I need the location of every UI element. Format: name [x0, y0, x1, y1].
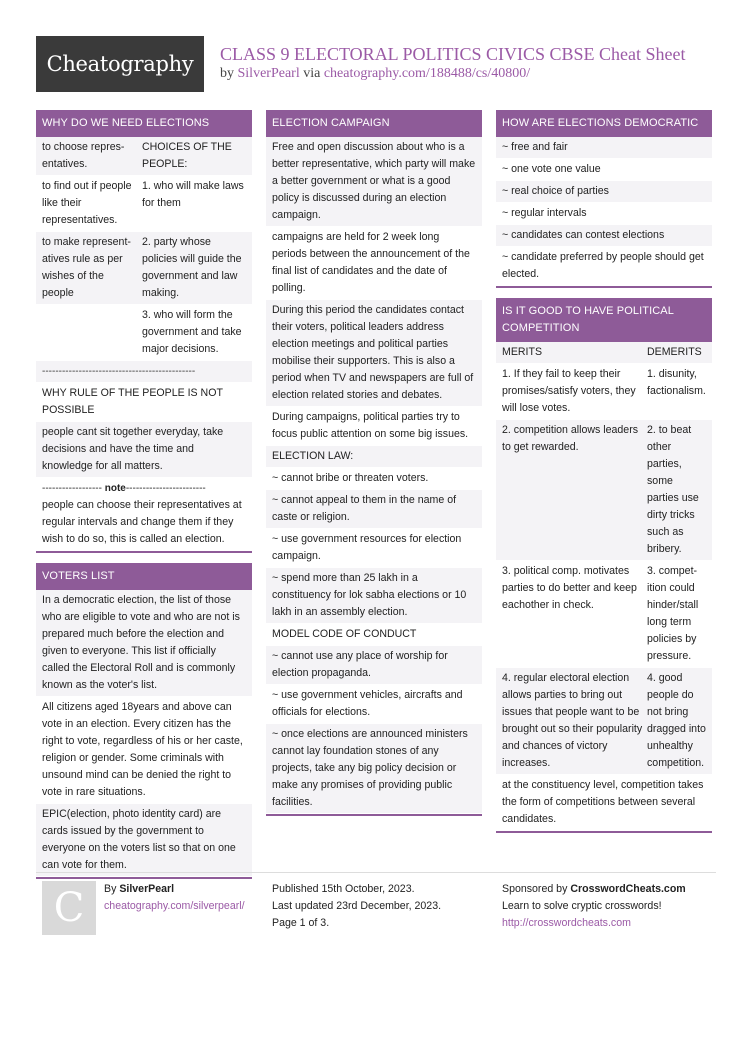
list-item: ~ use government vehicles, aircrafts and officials for elections.: [266, 685, 482, 724]
list-item: ~ spend more than 25 lakh in a constituency for lok sabha elections or 10 lakh in an assembly election.: [266, 568, 482, 624]
merits-header: MERITS: [502, 346, 543, 358]
list-item: During this period the candidates contact their voters, political leaders address election meetings and political parties mobilise their supporters. This is also a period when TV and newspapers are full of election related stories and debates.: [266, 300, 482, 407]
byline-via: via: [303, 66, 321, 81]
cheatography-logo[interactable]: Cheatography: [36, 36, 204, 92]
footer-sponsor: [502, 881, 686, 932]
cell-right: 2. party whose policies will guide the government and law making.: [142, 236, 242, 299]
cell-merit: 4. regular electoral election allows parties to bring out issues that people want to be brought out so their popularity and chances of victory increases.: [502, 672, 643, 769]
list-item: ELECTION LAW:: [266, 446, 482, 468]
section-voters-list: [36, 563, 252, 879]
footer-by-line: [104, 881, 284, 898]
cell-merit: 3. political comp. motivates parties to do better and keep eachother in check.: [502, 565, 637, 611]
column-3: [496, 110, 712, 843]
list-item: ~ cannot appeal to them in the name of caste or religion.: [266, 490, 482, 529]
list-item: All citizens aged 18years and above can vote in an election. Every citizen has the right to vote, regardless of his or her caste, religion or gender. Some criminals with unsound mind can be denied the right to vote in rare situations.: [36, 697, 252, 804]
list-item: ~ candidate preferred by people should get elected.: [496, 247, 712, 286]
table-row: [496, 420, 712, 561]
sponsor-tagline: Learn to solve cryptic crosswords!: [502, 900, 662, 912]
table-row: [36, 305, 252, 361]
note-separator: [42, 480, 246, 497]
byline: [220, 66, 530, 82]
avatar: C: [42, 881, 96, 935]
note-text: people can choose their representatives at regular intervals and change them if they wish to do so, this is called an election.: [42, 499, 242, 545]
updated-date: Last updated 23rd December, 2023.: [272, 900, 442, 912]
table-row: [496, 668, 712, 775]
table-row: [36, 176, 252, 232]
list-item: ~ one vote one value: [496, 159, 712, 181]
note-label: note: [104, 483, 126, 494]
section-why-elections: [36, 110, 252, 553]
page-header: [36, 36, 716, 92]
cell-right: 3. who will form the government and take major decisions.: [142, 309, 242, 355]
cell-merit: 1. If they fail to keep their promises/satisfy voters, they will lose votes.: [502, 368, 636, 414]
sheet-title: CLASS 9 ELECTORAL POLITICS CIVICS CBSE Cheat Sheet: [220, 44, 686, 64]
list-item: During campaigns, political parties try to focus public attention on some big issues.: [266, 407, 482, 446]
cell-merit: 2. competition allows leaders to get rewarded.: [502, 424, 639, 453]
section-title: ELECTION CAMPAIGN: [266, 110, 482, 137]
table-row: [496, 561, 712, 668]
page-number: Page 1 of 3.: [272, 917, 330, 929]
text-row: people cant sit together everyday, take decisions and have the time and knowledge for all matters.: [36, 422, 252, 478]
separator-line: ----------------------------------------------: [36, 361, 252, 383]
list-item: MODEL CODE OF CONDUCT: [266, 624, 482, 646]
column-1: [36, 110, 252, 889]
list-item: In a democratic election, the list of those who are eligible to vote and who are not is prepared much before the election and given to everyone. This list if officially called the Electoral Roll and is commonly known as the voter's list.: [36, 590, 252, 697]
note-dashes-right: ------------------------: [125, 483, 206, 494]
table-row: [36, 137, 252, 176]
section-title: IS IT GOOD TO HAVE POLITICAL COMPETITION: [496, 298, 712, 342]
list-item: ~ candidates can contest elections: [496, 225, 712, 247]
section-elections-democratic: [496, 110, 712, 288]
list-item: ~ cannot bribe or threaten voters.: [266, 468, 482, 490]
footer-dates: [272, 881, 441, 932]
section-title: HOW ARE ELECTIONS DEMOCRATIC: [496, 110, 712, 137]
column-2: [266, 110, 482, 826]
sponsor-link[interactable]: http://crosswordcheats.com: [502, 917, 631, 929]
cell-left: to find out if people like their representatives.: [42, 180, 132, 226]
page-footer: [36, 872, 716, 942]
subtitle: WHY RULE OF THE PEOPLE IS NOT POSSIBLE: [36, 383, 252, 422]
list-item: ~ real choice of parties: [496, 181, 712, 203]
table-row: [36, 232, 252, 305]
list-item: ~ free and fair: [496, 137, 712, 159]
sponsored-by: Sponsored by: [502, 883, 568, 895]
section-election-campaign: [266, 110, 482, 816]
table-row: [496, 364, 712, 420]
list-item: ~ use government resources for election campaign.: [266, 529, 482, 568]
cell-left: to make representatives rule as per wishes of the people: [42, 236, 131, 299]
text-row: at the constituency level, competition takes the form of competitions between several candidates.: [496, 775, 712, 831]
note-dashes-left: ------------------: [42, 483, 102, 494]
demerits-header: DEMERITS: [647, 346, 702, 358]
footer-author-name[interactable]: SilverPearl: [119, 883, 175, 895]
list-item: ~ regular intervals: [496, 203, 712, 225]
cell-demerit: 4. good people do not bring dragged into unhealthy competition.: [647, 672, 706, 769]
cell-right: CHOICES OF THE PEOPLE:: [142, 141, 232, 170]
section-political-competition: [496, 298, 712, 833]
sponsor-name[interactable]: CrosswordCheats.com: [570, 883, 686, 895]
cell-demerit: 2. to beat other parties, some parties use dirty tricks such as bribery.: [647, 424, 699, 555]
cell-right: 1. who will make laws for them: [142, 180, 244, 209]
cell-demerit: 1. disunity, factionalism.: [647, 368, 706, 397]
list-item: Free and open discussion about who is a better representative, which party will make a better government or what is a good policy is discussed during an election campaign.: [266, 137, 482, 227]
author-profile-link[interactable]: cheatography.com/silverpearl/: [104, 900, 245, 912]
note-row: [36, 478, 252, 551]
section-title: VOTERS LIST: [36, 563, 252, 590]
section-title: WHY DO WE NEED ELECTIONS: [36, 110, 252, 137]
sheet-url-link[interactable]: cheatography.com/188488/cs/40800/: [323, 66, 531, 81]
cell-left: to choose representatives.: [42, 141, 125, 170]
cell-left: [42, 307, 142, 358]
author-link[interactable]: SilverPearl: [237, 66, 300, 81]
list-item: ~ once elections are announced ministers cannot lay foundation stones of any projects, take any big policy decision or make any promises of providing public facilities.: [266, 724, 482, 814]
list-item: campaigns are held for 2 week long periods between the announcement of the final list of candidates and the date of polling.: [266, 227, 482, 300]
sponsor-line: [502, 881, 686, 898]
byline-by: by: [220, 66, 234, 81]
table-header: [496, 342, 712, 364]
footer-by: By: [104, 883, 117, 895]
list-item: EPIC(election, photo identity card) are cards issued by the government to everyone on the voters list so that on one can vote for them.: [36, 804, 252, 877]
list-item: ~ cannot use any place of worship for election propaganda.: [266, 646, 482, 685]
published-date: Published 15th October, 2023.: [272, 883, 415, 895]
cell-demerit: 3. competition could hinder/stall long term policies by pressure.: [647, 565, 699, 662]
